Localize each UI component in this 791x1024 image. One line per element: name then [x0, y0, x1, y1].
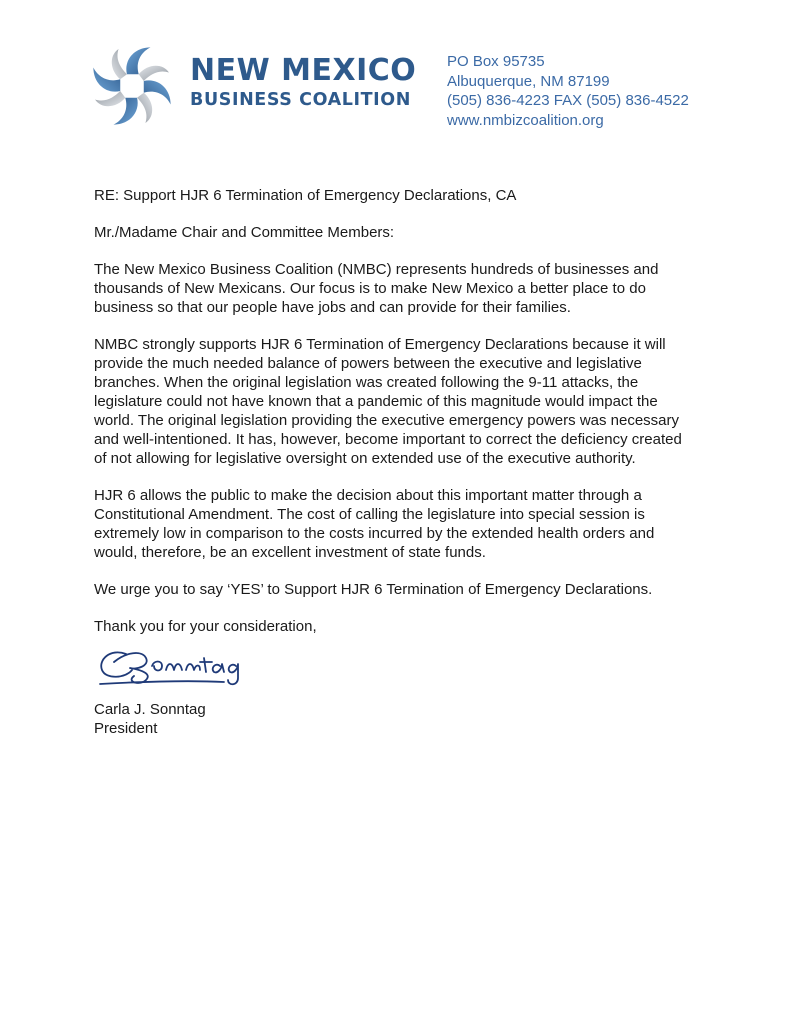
po-box: PO Box 95735 [447, 53, 545, 70]
city-state-zip: Albuquerque, NM 87199 [447, 72, 610, 90]
contact-block [447, 52, 689, 130]
signer-name: Carla J. Sonntag [94, 701, 206, 718]
swirl-logo-icon [90, 44, 174, 128]
org-name-line1: NEW MEXICO [190, 53, 417, 88]
paragraph-urge: We urge you to say ‘YES’ to Support HJR 6 Termination of Emergency Declarations. [94, 581, 653, 598]
signer-block [94, 700, 206, 738]
letter-body [94, 186, 694, 636]
handwritten-signature [96, 640, 246, 692]
closing: Thank you for your consideration, [94, 618, 317, 635]
org-name-line2: BUSINESS COALITION [190, 90, 412, 110]
signer-title: President [94, 720, 158, 737]
organization-name [190, 53, 417, 110]
salutation: Mr./Madame Chair and Committee Members: [94, 224, 395, 241]
paragraph-support: NMBC strongly supports HJR 6 Termination of Emergency Declarations because it will provide the much needed balance of powers between the executive and legislative branches. When the original legislation was created following the 9-11 attacks, the legislature could not have known that a pandemic of this magnitude would impact the world. The original legislation providing the executive emergency powers was necessary and well-intentioned. It has, however, become important to correct the deficiency created of not allowing for legislative oversight on extended use of the executive authority. [94, 336, 682, 467]
re-line: RE: Support HJR 6 Termination of Emergency Declarations, CA [94, 187, 517, 204]
website: www.nmbizcoalition.org [447, 111, 604, 129]
paragraph-amendment: HJR 6 allows the public to make the decision about this important matter through a Constitutional Amendment. The cost of calling the legislature into special session is extremely low in comparison to the costs incurred by the extended health orders and would, therefore, be an excellent investment of state funds. [94, 487, 655, 561]
phone-fax: (505) 836-4223 FAX (505) 836-4522 [447, 92, 689, 109]
paragraph-intro: The New Mexico Business Coalition (NMBC) represents hundreds of businesses and thousands of New Mexicans. Our focus is to make New Mexico a better place to do business so that our people have jobs and can provide for their families. [94, 261, 659, 316]
